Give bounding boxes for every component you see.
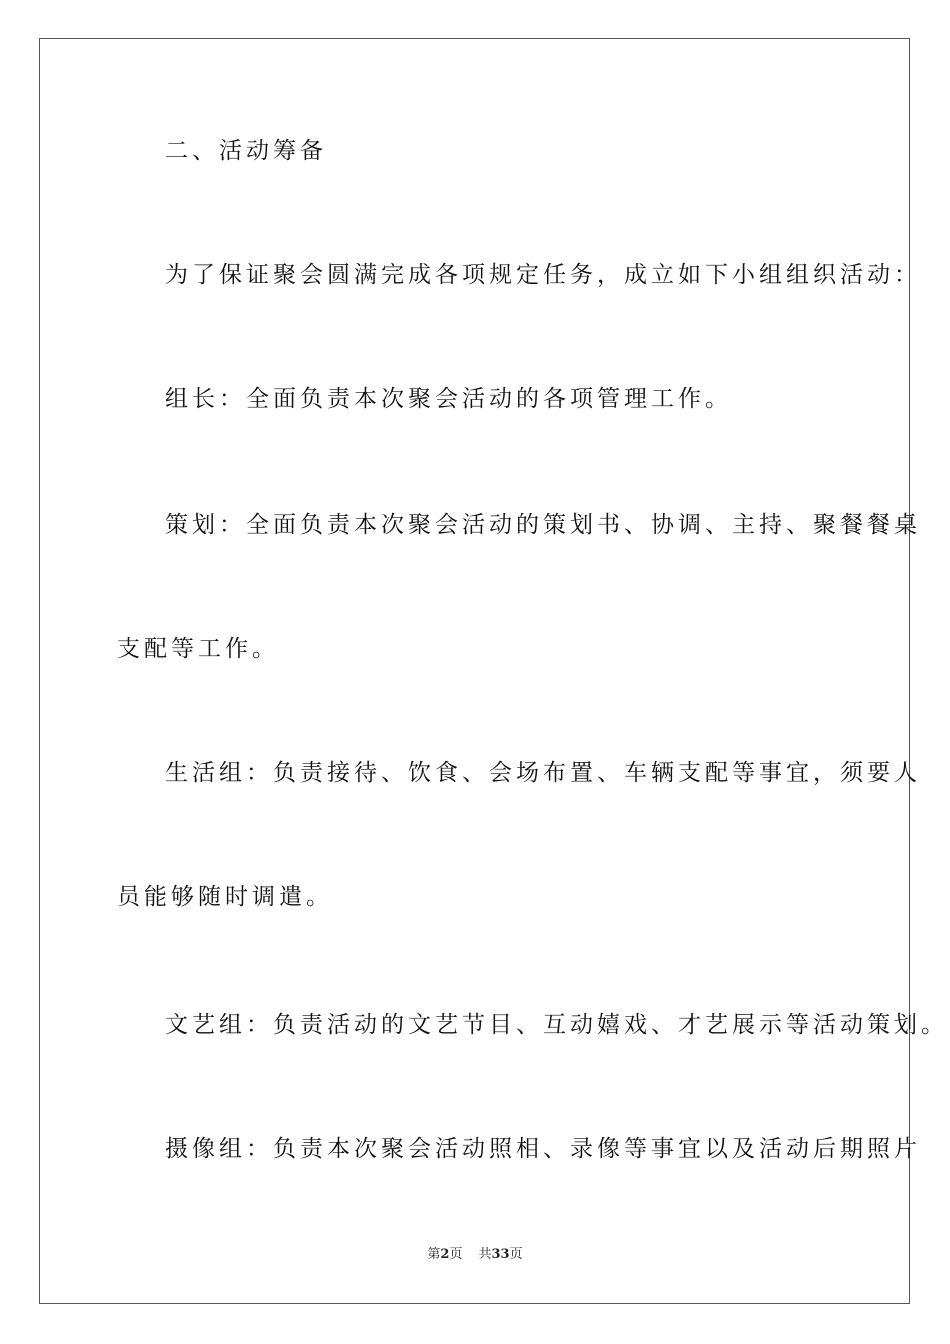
paragraph-photography: 摄像组：负责本次聚会活动照相、录像等事宜以及活动后期照片 (165, 1136, 921, 1162)
paragraph-intro: 为了保证聚会圆满完成各项规定任务，成立如下小组组织活动： (165, 262, 921, 288)
paragraph-logistics: 生活组：负责接待、饮食、会场布置、车辆支配等事宜，须要人 (165, 760, 921, 786)
footer-total-prefix: 共 (478, 1247, 492, 1262)
paragraph-planning-continued: 支配等工作。 (117, 636, 279, 662)
footer-page-number: 2 (440, 1247, 450, 1262)
footer-total-suffix: 页 (509, 1247, 523, 1262)
footer-page-suffix: 页 (449, 1247, 463, 1262)
section-heading: 二、活动筹备 (165, 138, 327, 164)
paragraph-planning: 策划：全面负责本次聚会活动的策划书、协调、主持、聚餐餐桌 (165, 512, 921, 538)
footer-total-pages: 33 (491, 1247, 510, 1262)
paragraph-arts: 文艺组：负责活动的文艺节目、互动嬉戏、才艺展示等活动策划。 (165, 1012, 948, 1038)
page-border (39, 38, 910, 1304)
paragraph-leader: 组长：全面负责本次聚会活动的各项管理工作。 (165, 386, 732, 412)
footer-page-prefix: 第 (427, 1247, 441, 1262)
paragraph-logistics-continued: 员能够随时调遣。 (117, 884, 333, 910)
page-footer (0, 1246, 950, 1264)
